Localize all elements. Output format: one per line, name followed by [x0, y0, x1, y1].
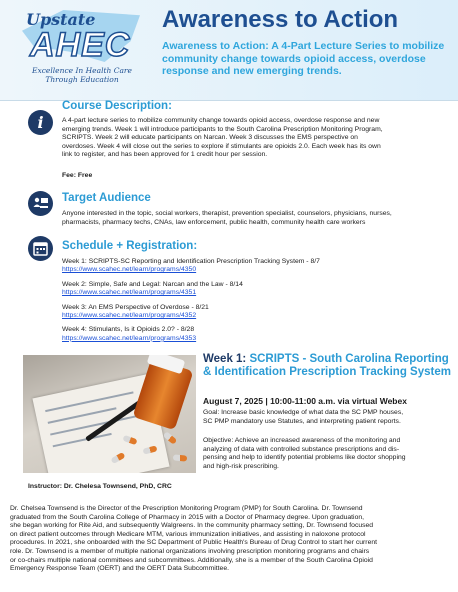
audience-line: Anyone interested in the topic, social workers, therapist, prevention specialist, counselors, physicians, nurses,: [62, 210, 392, 217]
week-3-registration-link[interactable]: https://www.scahec.net/learn/programs/4352: [62, 312, 197, 320]
target-audience-heading: Target Audience: [62, 192, 151, 204]
target-audience-text: [62, 210, 454, 227]
course-line: emerging trends. Week 1 will introduce participants to the South Carolina Prescription Monitoring Program,: [62, 125, 383, 133]
instructor-name: Instructor: Dr. Chelesa Townsend, PhD, CRC: [28, 483, 172, 490]
week-item: [62, 281, 454, 298]
pill: [163, 431, 178, 445]
week-label: Week 2: Simple, Safe and Legal: Narcan and the Law - 8/14: [62, 280, 243, 288]
course-description-text: [62, 117, 454, 160]
objective-line: analyzing of data with controlled substance prescriptions and dis-: [203, 445, 400, 453]
objective-line: Objective: Achieve an increased awareness of the monitoring and: [203, 437, 401, 444]
week-1-goal: [203, 409, 453, 426]
bio-line: she began working for Rite Aid, and subsequently Walgreens. In the community pharmacy setting, Dr. Townsend focused: [10, 522, 374, 530]
course-line: SCRIPTS. Week 2 will educate participants on Narcan. Week 3 discusses the EMS perspective on: [62, 134, 358, 142]
week-1-registration-link[interactable]: https://www.scahec.net/learn/programs/4350: [62, 266, 197, 274]
goal-line: Goal: Increase basic knowledge of what data the SC PMP houses,: [203, 409, 404, 416]
week-4-registration-link[interactable]: https://www.scahec.net/learn/programs/4353: [62, 334, 197, 342]
week-label: Week 1: SCRIPTS-SC Reporting and Identification Prescription Tracking System - 8/7: [62, 258, 320, 265]
pill: [173, 454, 187, 461]
week-1-title: [203, 353, 453, 379]
week-label: Week 3: An EMS Perspective of Overdose - 8/21: [62, 303, 209, 311]
info-icon: i: [28, 110, 53, 135]
week-item: [62, 326, 454, 343]
week-item: [62, 304, 454, 321]
objective-line: pensing and help to identify potential problems like doctor shopping: [203, 454, 406, 462]
bio-line: or co-chairs multiple national committees and subcommittees. Additionally, she is a member of the South Carolina Opioid: [10, 556, 373, 564]
course-line: link to register, and has been approved for 1 credit hour per session.: [62, 151, 268, 159]
week-2-registration-link[interactable]: https://www.scahec.net/learn/programs/4351: [62, 289, 197, 297]
audience-icon: [28, 191, 53, 216]
week-1-title-prefix: Week 1:: [203, 353, 250, 365]
audience-line: pharmacists, pharmacy techs, CNAs, law enforcement, public health, community health care workers: [62, 218, 366, 226]
calendar-icon: [28, 236, 53, 261]
schedule-heading: Schedule + Registration:: [62, 240, 198, 252]
logo-ahec: AHEC: [30, 26, 131, 64]
logo-upstate: Upstate: [26, 10, 96, 29]
bio-line: graduated from the South Carolina College of Pharmacy in 2015 with a Doctor of Pharmacy degree. Upon graduation,: [10, 513, 365, 521]
goal-line: SC PMP mandatory use Statutes, and interpreting patient reports.: [203, 417, 401, 425]
fee-text: Fee: Free: [62, 172, 93, 179]
week-1-date: August 7, 2025 | 10:00-11:00 a.m. via virtual Webex: [203, 396, 407, 406]
page-subtitle: Awareness to Action: A 4-Part Lecture Series to mobilize community change towards opioid access, overdose response and new emerging trends.: [162, 40, 445, 77]
week-1-title-topic: SCRIPTS - South Carolina Reporting & Identification Prescription Tracking System: [203, 353, 451, 378]
objective-line: and high-risk prescribing.: [203, 462, 279, 470]
logo-tagline: [14, 66, 150, 84]
pill-bottle-photo: [23, 355, 196, 473]
week-item: [62, 258, 454, 275]
bio-line: role. Dr. Townsend is a member of multiple national organizations involving prescription monitoring programs and chairs: [10, 547, 370, 555]
bio-line: Dr. Chelsea Townsend is the Director of the Prescription Monitoring Program (PMP) for South Carolina. Dr. Townsend: [10, 505, 363, 512]
instructor-bio: [10, 505, 454, 574]
week-1-objective: [203, 437, 453, 471]
course-description-heading: Course Description:: [62, 100, 172, 112]
logo-tagline-line-2: Through Education: [45, 75, 119, 84]
upstate-ahec-logo: [8, 4, 153, 96]
course-line: A 4-part lecture series to mobilize community change towards opioid access, overdose response and new: [62, 117, 380, 124]
logo-tagline-line-1: Excellence In Health Care: [32, 66, 132, 75]
course-line: overdoses. Week 4 will close out the series to explore if stimulants are opioids 2.0. Each week has its own: [62, 142, 381, 150]
bio-line: procedures. In 2021, she onboarded with the SC Department of Public Health's Bureau of Drug Control to start her current: [10, 539, 378, 547]
bio-line: Emergency Response Team (OERT) and the OERT Data Subcommittee.: [10, 565, 229, 573]
page-title: Awareness to Action: [162, 6, 399, 33]
week-label: Week 4: Stimulants, Is it Opioids 2.0? - 8/28: [62, 326, 195, 334]
bio-line: on direct patient outcomes through Medicare MTM, various immunization initiatives, and assisting in naloxone protocol: [10, 530, 366, 538]
schedule-list: [62, 258, 454, 343]
header-banner: [0, 0, 458, 100]
